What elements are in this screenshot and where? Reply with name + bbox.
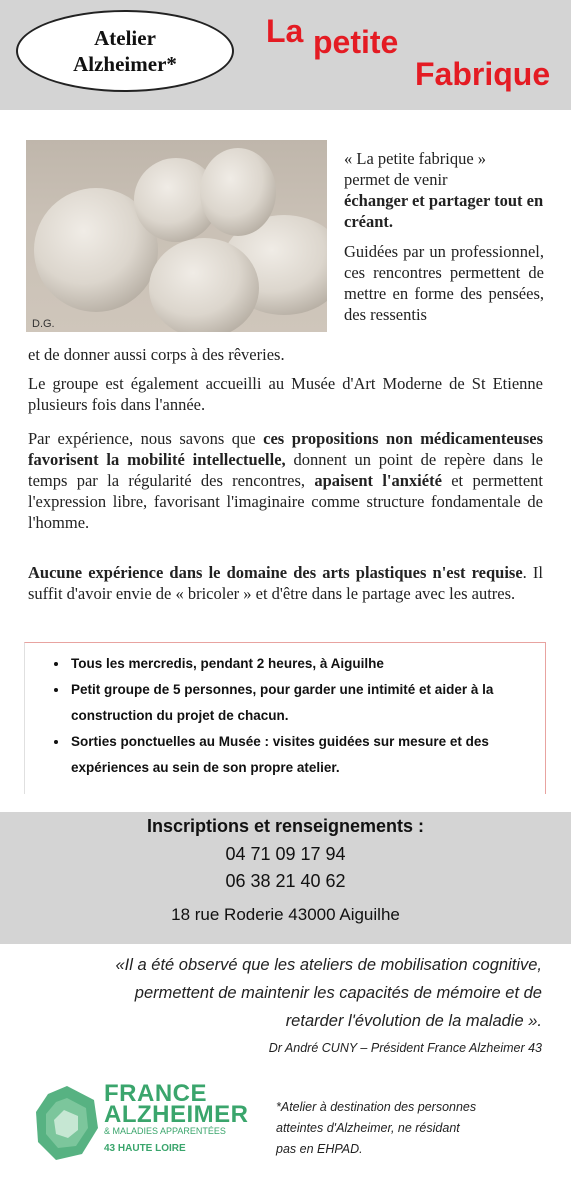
intro-sidebar-text: [344, 148, 544, 325]
intro-paragraph-2: Guidées par un professionnel, ces rencontres permettent de mettre en forme des pensées, des ressentis: [344, 242, 544, 324]
title-word-fabrique: Fabrique: [415, 56, 551, 92]
logo-line-3: & MALADIES APPARENTÉES: [104, 1126, 226, 1136]
france-map-icon: [34, 1084, 100, 1162]
footnote-line-2: atteintes d'Alzheimer, ne résidant: [276, 1121, 460, 1135]
atelier-badge: [16, 10, 234, 92]
quote-line-3: retarder l'évolution de la maladie ».: [285, 1012, 542, 1030]
contact-band: [0, 812, 571, 944]
contact-heading: Inscriptions et renseignements :: [146, 816, 425, 836]
logo-line-2: ALZHEIMER: [104, 1101, 249, 1128]
logo-line-4: 43 HAUTE LOIRE: [104, 1143, 186, 1154]
list-item: • Petit groupe de 5 personnes, pour garder une intimité et aider à la construction du projet de chacun.: [69, 677, 535, 729]
list-item: • Tous les mercredis, pendant 2 heures, à Aiguilhe: [69, 651, 535, 677]
title-word-la: La: [266, 13, 304, 49]
paragraph-requirements: Aucune expérience dans le domaine des arts plastiques n'est requise. Il suffit d'avoir envie de « bricoler » et d'être dans le partage avec les autres.: [28, 563, 543, 603]
stones-photo: [26, 140, 327, 332]
phone-1: 04 71 09 17 94: [225, 844, 346, 864]
intro-line-1: « La petite fabrique »: [344, 149, 487, 168]
title-word-petite: petite: [313, 24, 399, 60]
intro-continuation: et de donner aussi corps à des rêveries.: [28, 345, 285, 364]
footnote-line-3: pas en EHPAD.: [276, 1142, 363, 1156]
photo-credit: D.G.: [32, 318, 55, 330]
france-alzheimer-logo: [34, 1082, 256, 1162]
footnote-line-1: *Atelier à destination des personnes: [276, 1100, 477, 1114]
stones-illustration: [26, 140, 327, 332]
address: 18 rue Roderie 43000 Aiguilhe: [171, 905, 400, 924]
badge-line-2: Alzheimer*: [73, 52, 177, 76]
quote-line-2: permettent de maintenir les capacités de mémoire et de: [134, 984, 542, 1002]
paragraph-experience: Par expérience, nous savons que ces propositions non médicamenteuses favorisent la mobilité intellectuelle, donnent un point de repère dans le temps par la régularité des rencontres, apaisent l'anxiété et permettent l'expression libre, favorisant l'imaginaire comme structure fondamentale de l'homme.: [28, 429, 544, 532]
footnote: [276, 1097, 546, 1160]
intro-line-2: permet de venir: [344, 170, 448, 189]
phone-2: 06 38 21 40 62: [225, 871, 346, 891]
badge-line-1: Atelier: [94, 26, 156, 50]
quote-line-1: «Il a été observé que les ateliers de mobilisation cognitive,: [115, 956, 542, 974]
list-item: • Sorties ponctuelles au Musée : visites guidées sur mesure et des expériences au sein de son propre atelier.: [69, 729, 535, 781]
info-list: [25, 643, 545, 781]
header-band: [0, 0, 571, 110]
intro-bold: échanger et partager tout en créant.: [344, 191, 544, 231]
info-box: [24, 642, 546, 794]
logo-line-1: FRANCE: [104, 1080, 207, 1107]
paragraph-museum: Le groupe est également accueilli au Musée d'Art Moderne de St Etienne plusieurs fois dans l'année.: [28, 374, 543, 414]
quote-signature: Dr André CUNY – Président France Alzheimer 43: [268, 1041, 542, 1055]
quote-block: [40, 951, 542, 1035]
